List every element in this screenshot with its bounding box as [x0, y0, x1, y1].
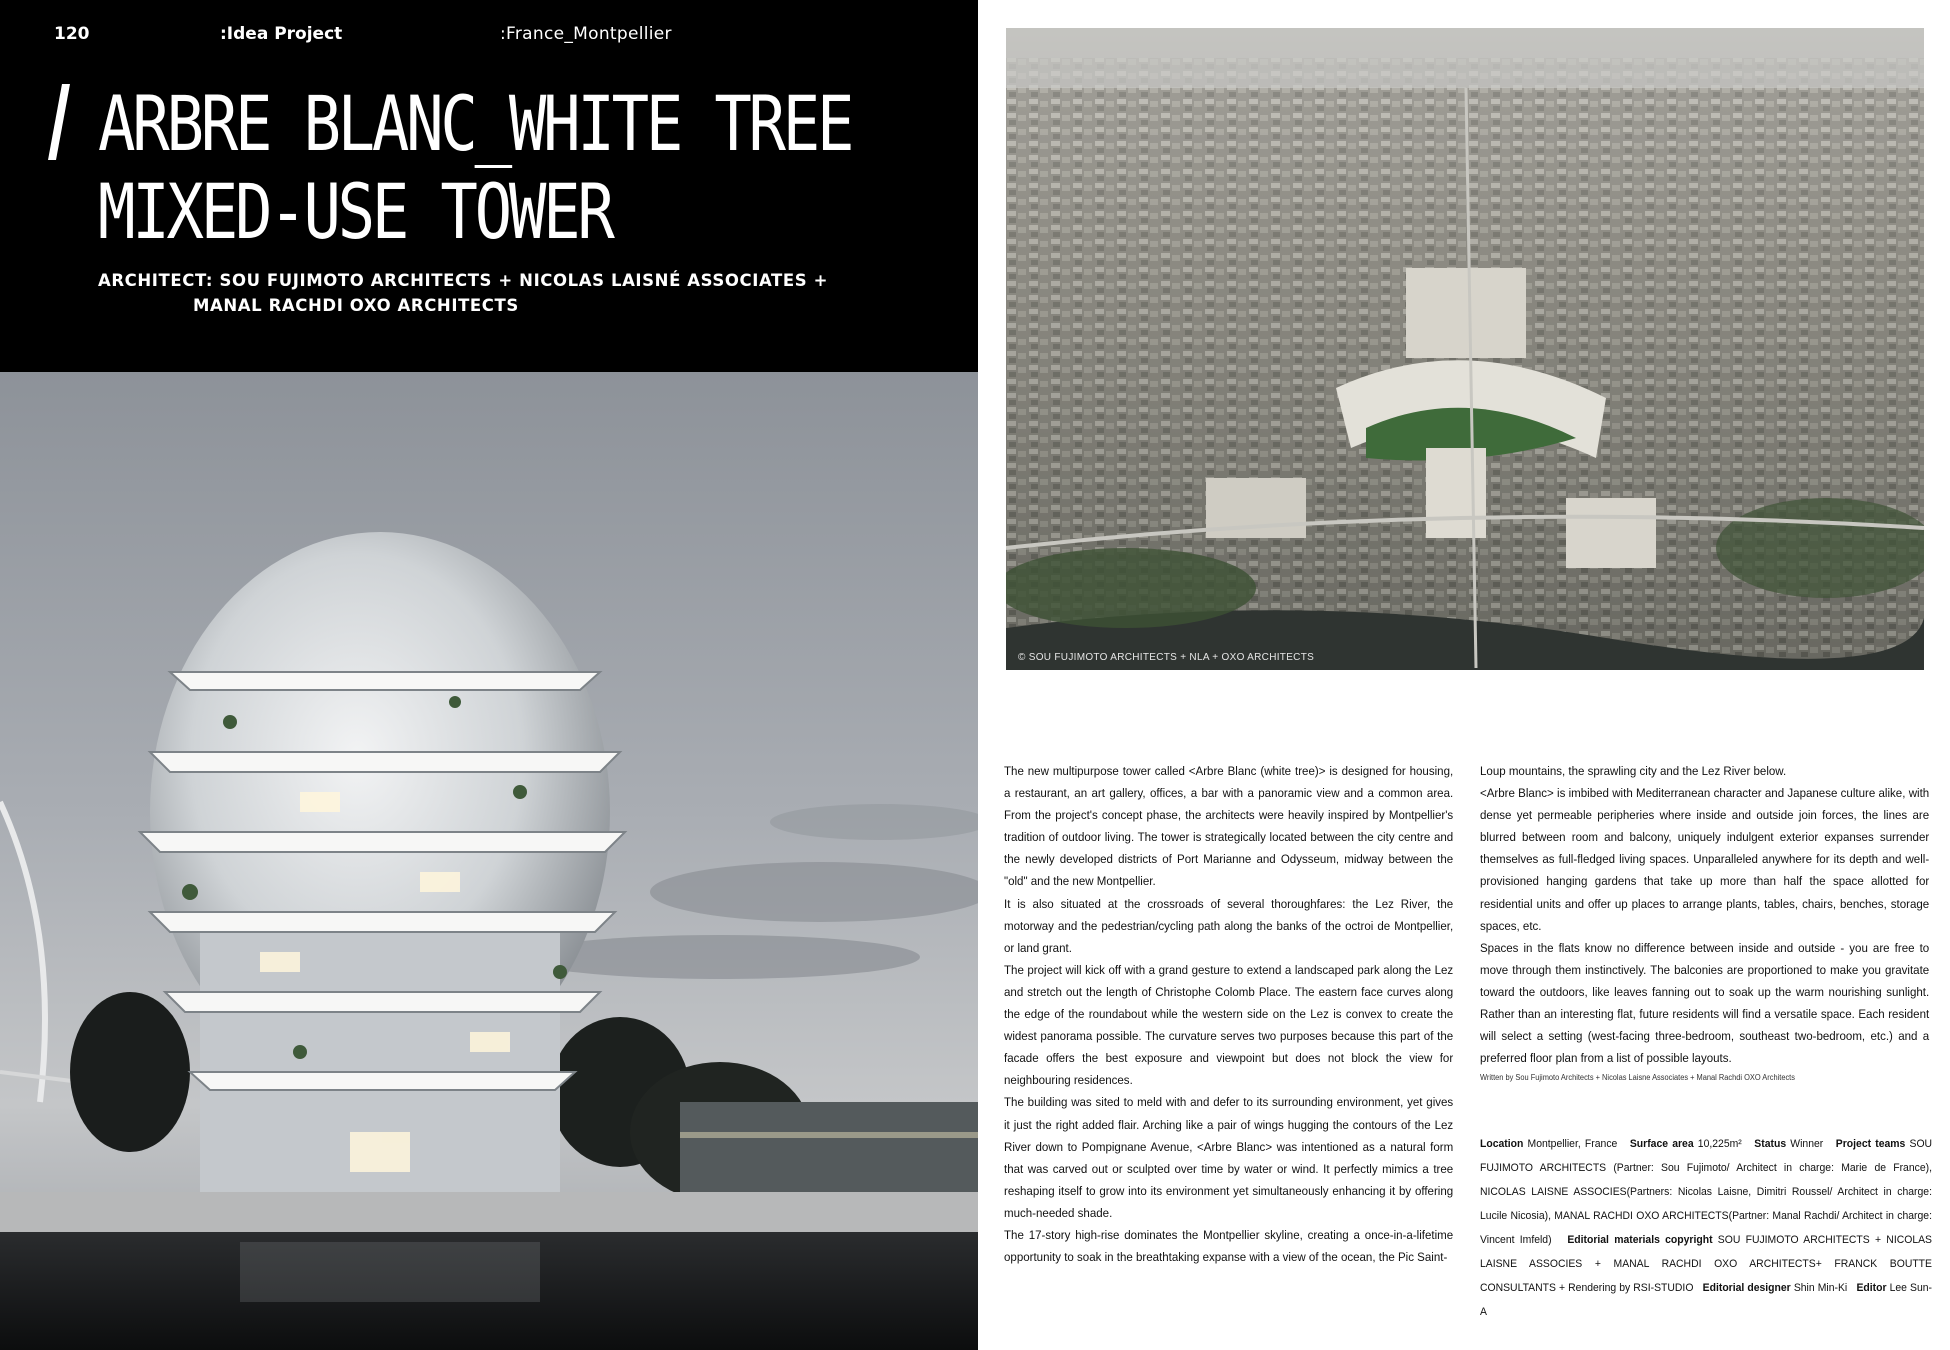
title-line-2: MIXED-USE TOWER: [98, 167, 612, 256]
page-header: [0, 24, 978, 52]
meta-value: Winner: [1790, 1138, 1824, 1150]
paragraph: Loup mountains, the sprawling city and the Lez River below.: [1480, 764, 1787, 778]
body-column-1: [1004, 760, 1453, 1268]
meta-value: Lee Sun-A: [1480, 1282, 1933, 1318]
paragraph: The project will kick off with a grand gesture to extend a landscaped park along the Lez and stretch out the length of Christophe Colomb Place. The eastern face curves along the edge of the roundabout while the western side on the Lez is convex to create the widest panorama possible. The curvature serves two purposes because this part of the facade offers the best exposure and viewpoint but does not block the view for neighbouring residences.: [1004, 962, 1454, 1088]
paragraph: The new multipurpose tower called <Arbre Blanc (white tree)> is designed for housing, a restaurant, an art gallery, offices, a bar with a panoramic view and a common area. From the project's concept phase, the architects were heavily inspired by Montpellier's tradition of outdoor living. The tower is strategically located between the city centre and the newly developed districts of Port Marianne and Odysseum, midway between the "old" and the new Montpellier.: [1004, 764, 1454, 889]
title-line-1: ARBRE BLANC_WHITE TREE: [98, 79, 852, 168]
page-number: 120: [54, 24, 90, 44]
meta-label: Editor: [1856, 1282, 1887, 1294]
meta-label: Surface area: [1629, 1138, 1694, 1150]
meta-label: Project teams: [1835, 1138, 1906, 1150]
aerial-city-photo: [1006, 28, 1924, 670]
meta-value: SOU FUJIMOTO ARCHITECTS + NICOLAS LAISNE ASSOCIES + MANAL RACHDI OXO ARCHITECTS+ FRANCK BOUTTE CONSULTANTS + Rendering by RSI-STUDIO: [1480, 1234, 1932, 1294]
meta-label: Editorial designer: [1702, 1282, 1791, 1294]
meta-label: Status: [1754, 1138, 1787, 1150]
photo-credit: © SOU FUJIMOTO ARCHITECTS + NLA + OXO ARCHITECTS: [1018, 652, 1315, 663]
paragraph: The 17-story high-rise dominates the Montpellier skyline, creating a once-in-a-lifetime opportunity to soak in the breathtaking expanse with a view of the ocean, the Pic Saint-: [1004, 1227, 1454, 1265]
architect-line-1: ARCHITECT: SOU FUJIMOTO ARCHITECTS + NICOLAS LAISNÉ ASSOCIATES +: [98, 271, 829, 290]
meta-value: Montpellier, France: [1527, 1138, 1618, 1150]
section-label: :Idea Project: [220, 24, 343, 44]
body-column-2: [1480, 760, 1929, 1085]
written-by: Written by Sou Fujimoto Architects + Nicolas Laisne Associates + Manal Rachdi OXO Architects: [1480, 1073, 1795, 1083]
meta-value: Shin Min-Ki: [1793, 1282, 1848, 1294]
meta-label: Location: [1480, 1138, 1524, 1150]
tower-rendering-image: [0, 372, 978, 1350]
right-page: [978, 0, 1950, 1350]
architect-line-2: MANAL RACHDI OXO ARCHITECTS: [193, 296, 519, 315]
title-slash-icon: [48, 84, 70, 160]
paragraph: The building was sited to meld with and defer to its surrounding environment, yet gives it just the right added flair. Arching like a pair of wings hugging the contours of the Lez River down to Pompignane Avenue, <Arbre Blanc> was intentioned as a natural form that was carved out or sculpted over time by water or wind. It perfectly mimics a tree reshaping itself to grow into its environment yet simultaneously enhancing it by offering much-needed shade.: [1004, 1095, 1454, 1220]
paragraph: It is also situated at the crossroads of several thoroughfares: the Lez River, the motorway and the pedestrian/cycling path along the banks of the octroi de Montpellier, or land grant.: [1004, 896, 1454, 955]
location-label: :France_Montpellier: [500, 24, 672, 44]
meta-value: 10,225m²: [1697, 1138, 1742, 1150]
project-info: [1480, 1132, 1932, 1324]
architect-credit: [98, 268, 828, 318]
meta-label: Editorial materials copyright: [1567, 1234, 1713, 1246]
meta-value: SOU FUJIMOTO ARCHITECTS (Partner: Sou Fujimoto/ Architect in charge: Marie de France), NICOLAS LAISNE ASSOCIES(Partners: Nicolas Laisne, Dimitri Roussel/ Architect in charge: Lucile Nicosia), MANAL RACHDI OXO ARCHITECTS(Partner: Manal Rachdi/ Architect in charge: Vincent Imfeld): [1480, 1138, 1933, 1246]
paragraph: <Arbre Blanc> is imbibed with Mediterranean character and Japanese culture alike, with dense yet permeable peripheries where inside and outside join forces, the lines are blurred between room and balcony, uniquely indulgent exterior expanses surrender themselves as full-fledged living spaces. Unparalleled anywhere for its depth and well-provisioned hanging gardens that take up more than half the space allotted for residential units and offer up places to arrange plants, tables, chairs, benches, storage spaces, etc.: [1480, 786, 1930, 933]
paragraph: Spaces in the flats know no difference between inside and outside - you are free to move through them instinctively. The balconies are proportioned to make you gravitate toward the outdoors, like leaves fanning out to soak up the warm nourishing sunlight. Rather than an interesting flat, future residents will find a versatile space. Each resident will select a setting (west-facing three-bedroom, southeast two-bedroom, etc.) and a preferred floor plan from a list of possible layouts.: [1480, 940, 1930, 1066]
